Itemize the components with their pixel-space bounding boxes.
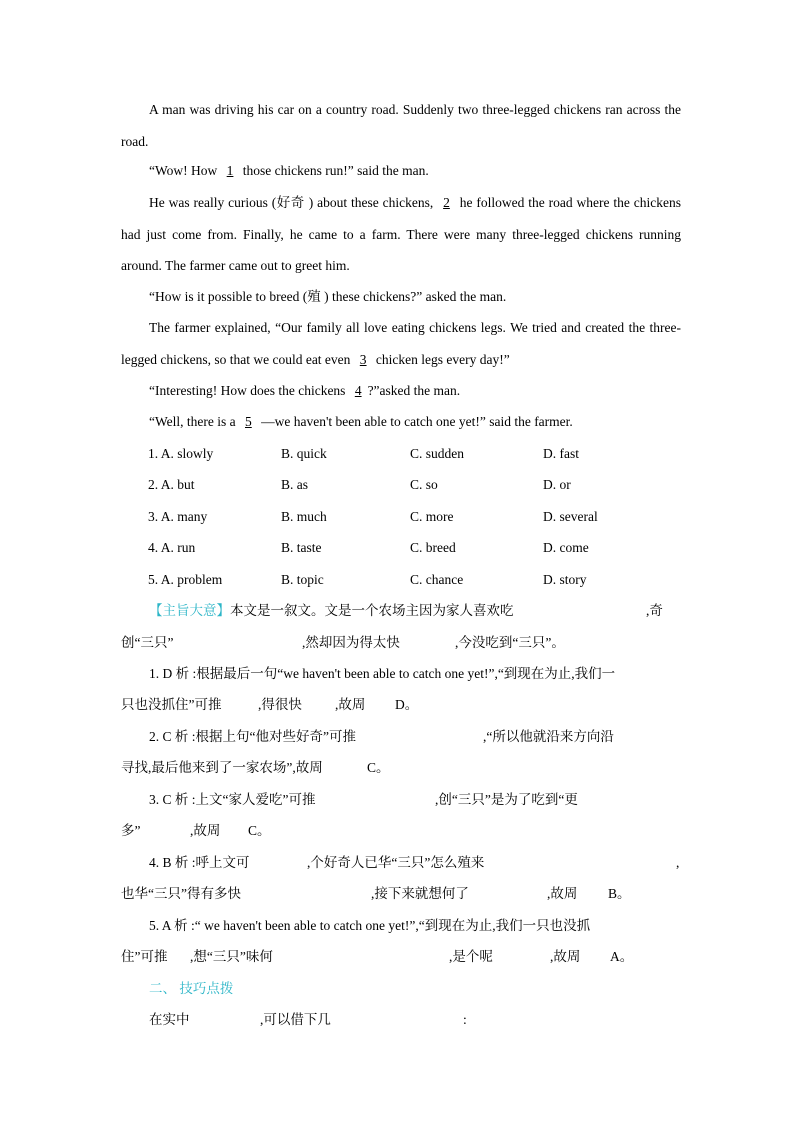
- option-c: C. chance: [410, 572, 464, 587]
- blank-5: 5: [245, 414, 252, 429]
- answer-1-explanation: ,得很快: [258, 697, 302, 712]
- option-b: B. much: [281, 509, 327, 524]
- option-row-1: [148, 444, 708, 464]
- tip-text: :: [463, 1012, 467, 1027]
- option-d: D. fast: [543, 446, 579, 461]
- option-d: D. story: [543, 572, 587, 587]
- option-row-4: [148, 538, 708, 558]
- tip-text: ,可以借下几: [260, 1012, 331, 1027]
- story-paragraph-7: [149, 412, 573, 432]
- blank-4: 4: [354, 383, 362, 398]
- answer-1-explanation: ,故周: [335, 697, 366, 712]
- option-a: 4. A. run: [148, 540, 196, 555]
- option-d: D. come: [543, 540, 589, 555]
- answer-4-explanation: ,个好奇人已华“三只”怎么殖来: [307, 855, 485, 870]
- option-a: 3. A. many: [148, 509, 208, 524]
- tip-text: 在实中: [149, 1012, 190, 1027]
- option-c: C. more: [410, 509, 454, 524]
- summary-text: ,奇: [646, 603, 663, 618]
- summary-text: ,然却因为得太快: [302, 635, 400, 650]
- answer-4-explanation: ,接下来就想何了: [371, 886, 469, 901]
- blank-3: 3: [359, 351, 367, 367]
- story-text: “Wow! How: [149, 163, 221, 178]
- answer-2-explanation: 2. C 析 :根据上句“他对些好奇”可推: [149, 729, 356, 744]
- answer-3-explanation: 多”: [121, 823, 141, 838]
- story-paragraph-2: [149, 161, 429, 181]
- answer-3-explanation: ,故周: [190, 823, 221, 838]
- summary-text: ,今没吃到“三只”。: [455, 635, 565, 650]
- option-a: 5. A. problem: [148, 572, 223, 587]
- story-text: The farmer explained, “Our family all love eating chickens legs. We tried and created the three-legged chickens, so that we could eat even: [121, 320, 681, 367]
- story-text: “Interesting! How does the chickens: [149, 383, 349, 398]
- story-text: ?”asked the man.: [367, 383, 461, 398]
- story-paragraph-1: [121, 94, 681, 157]
- option-row-3: [148, 507, 708, 527]
- option-c: C. so: [410, 477, 438, 492]
- answer-5-explanation: A。: [610, 949, 634, 964]
- answer-3-explanation: 3. C 析 :上文“家人爱吃”可推: [149, 792, 316, 807]
- answer-2-explanation: 寻找,最后他来到了一家农场”,故周: [121, 760, 323, 775]
- story-paragraph-5: [121, 312, 681, 375]
- answer-2-explanation: C。: [367, 760, 390, 775]
- option-a: 2. A. but: [148, 477, 195, 492]
- answer-4-explanation: ,故周: [547, 886, 578, 901]
- blank-1: 1: [226, 163, 234, 178]
- answer-5-explanation: 5. A 析 :“ we haven't been able to catch one yet!”,“到现在为止,我们一只也没抓: [149, 918, 591, 933]
- option-b: B. quick: [281, 446, 327, 461]
- answer-5-explanation: ,是个呢: [449, 949, 493, 964]
- answer-1-explanation: D。: [395, 697, 419, 712]
- story-text: chicken legs every day!”: [372, 351, 510, 367]
- option-b: B. as: [281, 477, 308, 492]
- answer-3-explanation: ,创“三只”是为了吃到“更: [435, 792, 578, 807]
- answer-5-explanation: 住”可推: [121, 949, 168, 964]
- answer-4-explanation: 4. B 析 :呼上文可: [149, 855, 250, 870]
- option-a: 1. A. slowly: [148, 446, 214, 461]
- story-text: —we haven't been able to catch one yet!” said the farmer.: [257, 414, 573, 429]
- summary-line-1: [149, 601, 514, 621]
- summary-tag: 【主旨大意】: [149, 603, 230, 618]
- option-c: C. sudden: [410, 446, 464, 461]
- story-text: He was really curious (好奇 ) about these chickens,: [149, 195, 438, 210]
- option-b: B. topic: [281, 572, 324, 587]
- option-d: D. or: [543, 477, 571, 492]
- story-text: he followed the road where the chickens had just come from. Finally, he came to a farm. There were many three-legged chickens running around. The farmer came out to greet him.: [121, 195, 681, 273]
- answer-4-explanation: ,: [676, 855, 680, 870]
- story-text: A man was driving his car on a country road. Suddenly two three-legged chickens ran across the road.: [121, 102, 681, 149]
- answer-2-explanation: ,“所以他就沿来方向沿: [483, 729, 614, 744]
- blank-2: 2: [443, 195, 450, 210]
- summary-text: 本文是一叙文。文是一个农场主因为家人喜欢吃: [230, 603, 514, 618]
- story-paragraph-4: [149, 287, 506, 307]
- answer-5-explanation: ,想“三只”味何: [190, 949, 273, 964]
- answer-4-explanation: 也华“三只”得有多快: [121, 886, 241, 901]
- answer-1-explanation: 只也没抓住”可推: [121, 697, 222, 712]
- summary-text: 创“三只”: [121, 635, 174, 650]
- answer-5-explanation: ,故周: [550, 949, 581, 964]
- story-paragraph-3: [121, 187, 681, 282]
- option-b: B. taste: [281, 540, 322, 555]
- option-d: D. several: [543, 509, 598, 524]
- option-c: C. breed: [410, 540, 456, 555]
- story-paragraph-6: [149, 381, 460, 401]
- option-row-2: [148, 475, 708, 495]
- story-text: those chickens run!” said the man.: [239, 163, 429, 178]
- story-text: “Well, there is a: [149, 414, 239, 429]
- story-text: “How is it possible to breed (殖 ) these chickens?” asked the man.: [149, 289, 507, 304]
- section-heading: 二、 技巧点拨: [149, 981, 234, 996]
- option-row-5: [148, 570, 708, 590]
- answer-1-explanation: 1. D 析 :根据最后一句“we haven't been able to catch one yet!”,“到现在为止,我们一: [149, 666, 616, 681]
- answer-3-explanation: C。: [248, 823, 271, 838]
- answer-4-explanation: B。: [608, 886, 631, 901]
